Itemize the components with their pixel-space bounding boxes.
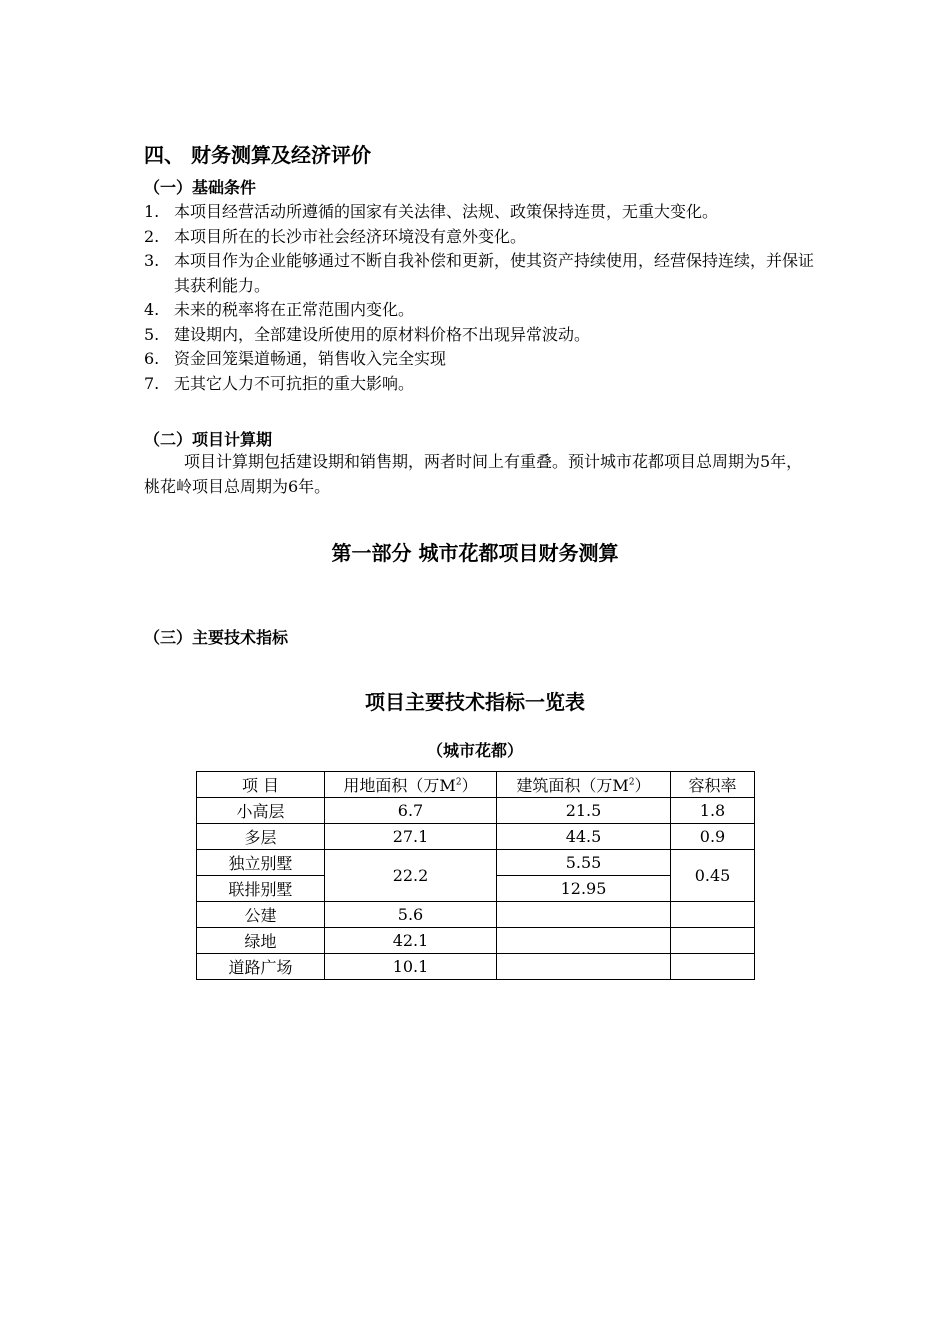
table-row <box>197 798 755 824</box>
header-land-text: 用地面积（万M <box>343 776 456 795</box>
cell-land: 27.1 <box>325 824 497 850</box>
table-row <box>197 902 755 928</box>
cell-build: 12.95 <box>497 876 671 902</box>
table-header-row <box>197 772 755 798</box>
table-row <box>197 824 755 850</box>
cell-name: 公建 <box>197 902 325 928</box>
superscript: 2 <box>628 777 635 788</box>
header-item: 项 目 <box>197 772 325 798</box>
tech-indicators-table <box>196 771 755 980</box>
part-title: 第一部分 城市花都项目财务测算 <box>331 541 619 565</box>
list-text: 本项目所在的长沙市社会经济环境没有意外变化。 <box>174 226 527 246</box>
header-land-area <box>325 772 497 798</box>
list-text: 未来的税率将在正常范围内变化。 <box>174 300 415 319</box>
cell-name: 小高层 <box>197 798 325 824</box>
list-number: 1. <box>144 202 160 221</box>
list-item <box>144 200 824 225</box>
cell-build <box>497 954 671 980</box>
paren: ） <box>461 776 478 795</box>
cell-build: 21.5 <box>497 798 671 824</box>
cell-name: 绿地 <box>197 928 325 954</box>
table-row <box>197 850 755 876</box>
cell-far <box>671 902 755 928</box>
table-row <box>197 928 755 954</box>
table-row <box>197 954 755 980</box>
cell-build: 5.55 <box>497 850 671 876</box>
list-number: 2. <box>144 226 160 246</box>
list-item <box>144 347 824 372</box>
list-text: 资金回笼渠道畅通，销售收入完全实现 <box>174 349 447 368</box>
calc-period-paragraph: 项目计算期包括建设期和销售期，两者时间上有重叠。预计城市花都项目总周期为5年，桃花岭项目总周期为6年。 <box>144 452 803 496</box>
cell-far-merged: 0.45 <box>671 850 755 902</box>
list-text: 无其它人力不可抗拒的重大影响。 <box>174 373 415 393</box>
cell-land: 6.7 <box>325 798 497 824</box>
cell-build <box>497 928 671 954</box>
cell-land: 5.6 <box>325 902 497 928</box>
subsection-basic-conditions: （一）基础条件 <box>144 178 257 197</box>
cell-land-merged: 22.2 <box>325 850 497 902</box>
cell-far <box>671 954 755 980</box>
cell-name: 道路广场 <box>197 954 325 980</box>
list-item <box>144 323 824 348</box>
header-build-area <box>497 772 671 798</box>
list-item <box>144 225 824 250</box>
cell-land: 42.1 <box>325 928 497 954</box>
list-text: 本项目作为企业能够通过不断自我补偿和更新，使其资产持续使用，经营保持连续，并保证其获利能力。 <box>174 251 815 295</box>
list-number: 5. <box>144 324 160 344</box>
list-number: 6. <box>144 349 160 368</box>
cell-name: 多层 <box>197 824 325 850</box>
header-far: 容积率 <box>671 772 755 798</box>
subsection-tech-indicators: （三）主要技术指标 <box>144 628 289 647</box>
subsection-calc-period: （二）项目计算期 <box>144 430 273 449</box>
cell-far: 0.9 <box>671 824 755 850</box>
cell-build: 44.5 <box>497 824 671 850</box>
header-build-text: 建筑面积（万M <box>516 776 629 795</box>
list-number: 7. <box>144 373 160 393</box>
list-text: 建设期内，全部建设所使用的原材料价格不出现异常波动。 <box>174 324 591 344</box>
list-item <box>144 249 824 298</box>
table-subtitle: （城市花都） <box>426 741 523 760</box>
list-item <box>144 372 824 397</box>
cell-name: 独立别墅 <box>197 850 325 876</box>
table-title: 项目主要技术指标一览表 <box>365 690 585 714</box>
cell-far: 1.8 <box>671 798 755 824</box>
section-title: 四、 财务测算及经济评价 <box>144 143 371 167</box>
cell-land: 10.1 <box>325 954 497 980</box>
list-number: 4. <box>144 300 160 319</box>
list-item <box>144 298 824 323</box>
conditions-list <box>144 200 824 396</box>
cell-build <box>497 902 671 928</box>
cell-name: 联排别墅 <box>197 876 325 902</box>
list-number: 3. <box>144 251 160 270</box>
paren: ） <box>634 776 651 795</box>
cell-far <box>671 928 755 954</box>
superscript: 2 <box>455 777 462 788</box>
list-text: 本项目经营活动所遵循的国家有关法律、法规、政策保持连贯，无重大变化。 <box>174 202 719 221</box>
